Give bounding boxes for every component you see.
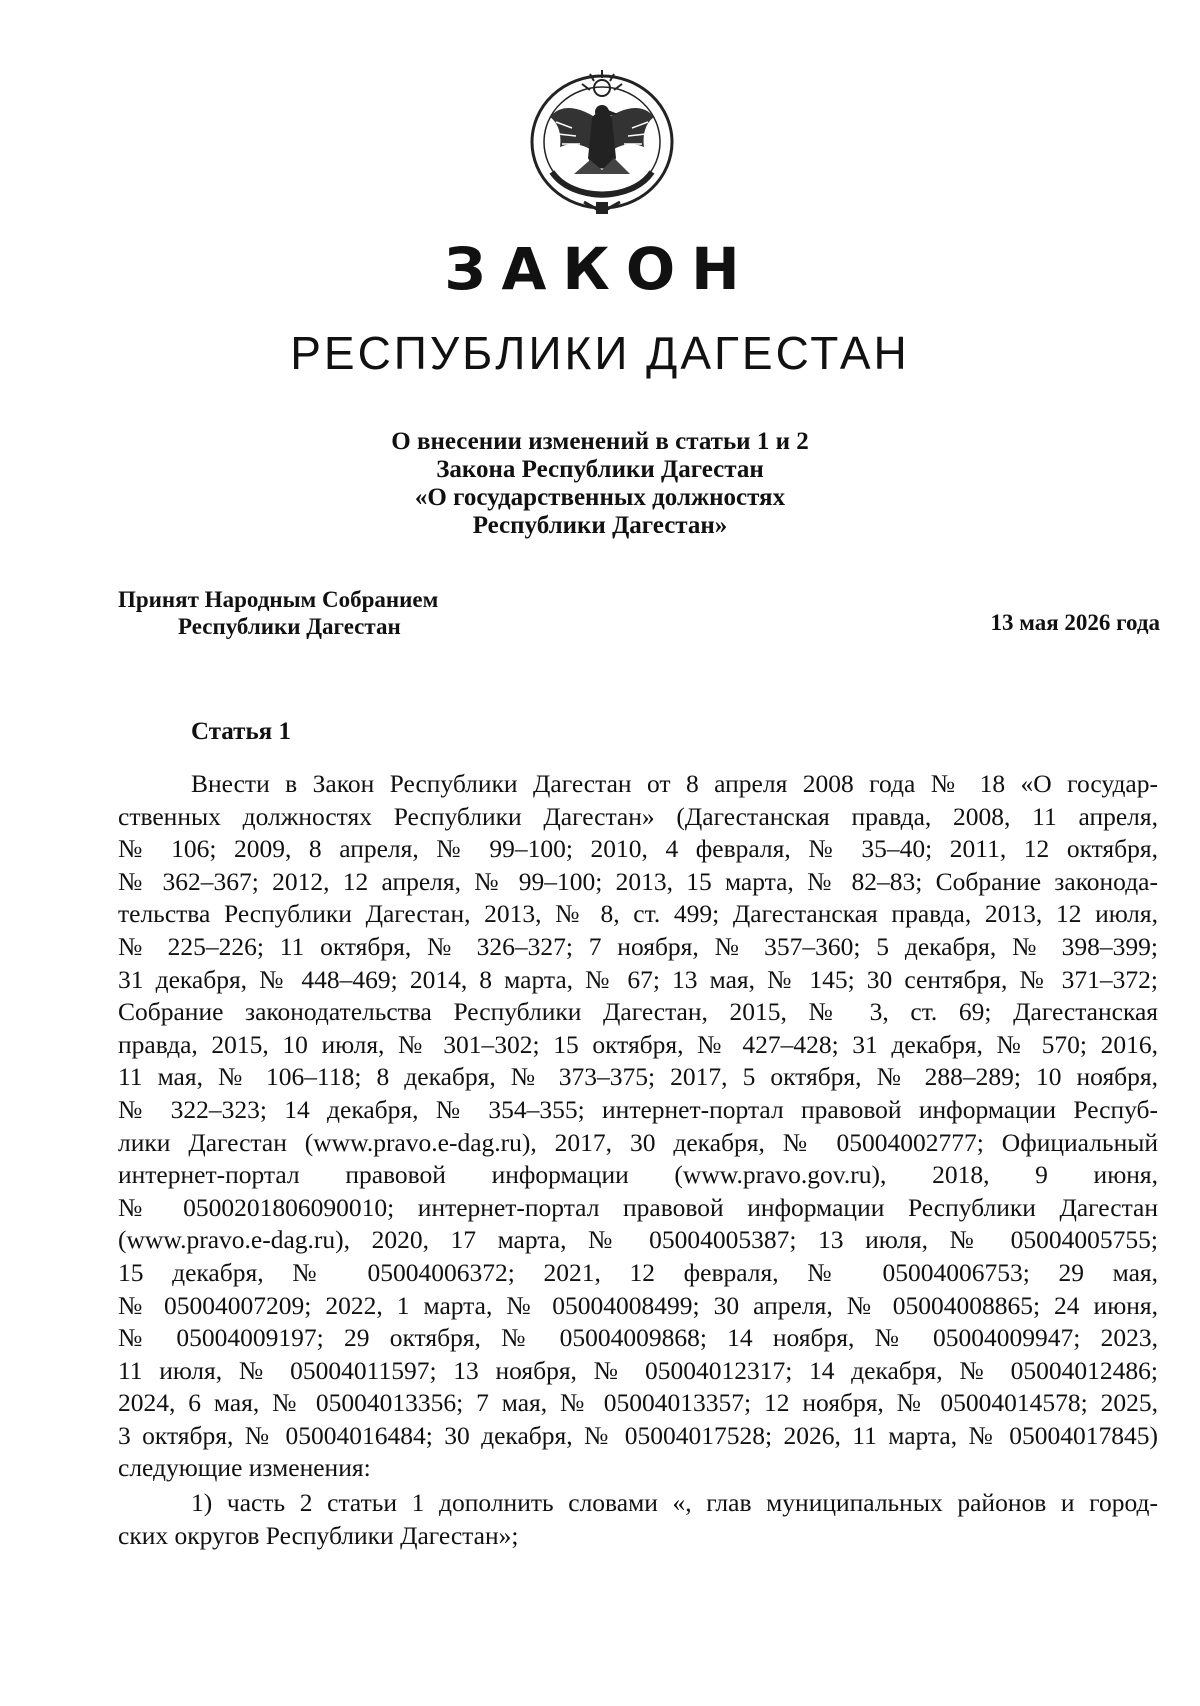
law-heading <box>0 428 1200 540</box>
emblem-icon <box>512 62 692 222</box>
article-title: Статья 1 <box>191 718 291 745</box>
adopted-by-block <box>118 586 438 640</box>
body-line: 11 июля, № 05004011597; 13 ноября, № 05004012317; 14 декабря, № 05004012486; <box>118 1355 1158 1385</box>
coat-of-arms-emblem <box>512 62 692 222</box>
body-line: следующие изменения: <box>118 1453 371 1483</box>
body-line: № 0500201806090010; интернет-портал правовой информации Республики Дагестан <box>118 1192 1158 1222</box>
item-line: 1) часть 2 статьи 1 дополнить словами «, глав муниципальных районов и город- <box>191 1488 1158 1518</box>
adopted-line-2: Республики Дагестан <box>178 614 401 639</box>
law-title: ЗАКОН <box>444 235 756 303</box>
body-line: 11 мая, № 106–118; 8 декабря, № 373–375; 2017, 5 октября, № 288–289; 10 ноября, <box>118 1062 1158 1092</box>
body-line: правда, 2015, 10 июля, № 301–302; 15 октября, № 427–428; 31 декабря, № 570; 2016, <box>118 1029 1158 1059</box>
body-line: Собрание законодательства Республики Дагестан, 2015, № 3, ст. 69; Дагестанская <box>118 997 1158 1027</box>
body-line: лики Дагестан (www.pravo.e-dag.ru), 2017, 30 декабря, № 05004002777; Официальный <box>118 1127 1158 1157</box>
body-line: тельства Республики Дагестан, 2013, № 8, ст. 499; Дагестанская правда, 2013, 12 июля, <box>118 899 1158 929</box>
adopted-line-1: Принят Народным Собранием <box>118 587 439 612</box>
heading-line: Закона Республики Дагестан <box>436 456 764 483</box>
heading-line: Республики Дагестан» <box>472 512 728 539</box>
body-line: № 05004007209; 2022, 1 марта, № 05004008499; 30 апреля, № 05004008865; 24 июня, <box>118 1290 1158 1320</box>
body-line: № 322–323; 14 декабря, № 354–355; интернет-портал правовой информации Респуб- <box>118 1094 1158 1124</box>
body-line: ственных должностях Республики Дагестан» (Дагестанская правда, 2008, 11 апреля, <box>118 801 1158 831</box>
article-body <box>118 768 1158 1552</box>
body-line: 15 декабря, № 05004006372; 2021, 12 февраля, № 05004006753; 29 мая, <box>118 1257 1158 1287</box>
body-line: № 362–367; 2012, 12 апреля, № 99–100; 2013, 15 марта, № 82–83; Собрание законода- <box>118 866 1158 896</box>
heading-line: О внесении изменений в статьи 1 и 2 <box>391 428 809 455</box>
law-subtitle: РЕСПУБЛИКИ ДАГЕСТАН <box>290 327 910 379</box>
body-line: (www.pravo.e-dag.ru), 2020, 17 марта, № 05004005387; 13 июля, № 05004005755; <box>118 1225 1158 1255</box>
heading-line: «О государственных должностях <box>414 484 786 511</box>
body-line: интернет-портал правовой информации (www.pravo.gov.ru), 2018, 9 июня, <box>118 1160 1158 1190</box>
body-line: № 05004009197; 29 октября, № 05004009868; 14 ноября, № 05004009947; 2023, <box>118 1323 1158 1353</box>
body-line: 2024, 6 мая, № 05004013356; 7 мая, № 05004013357; 12 ноября, № 05004014578; 2025, <box>118 1388 1158 1418</box>
body-line: № 106; 2009, 8 апреля, № 99–100; 2010, 4 февраля, № 35–40; 2011, 12 октября, <box>118 834 1158 864</box>
body-line: Внести в Закон Республики Дагестан от 8 апреля 2008 года № 18 «О государ- <box>191 769 1158 798</box>
adopted-date: 13 мая 2026 года <box>990 610 1160 635</box>
item-line: ских округов Республики Дагестан»; <box>118 1520 519 1550</box>
body-line: № 225–226; 11 октября, № 326–327; 7 ноября, № 357–360; 5 декабря, № 398–399; <box>118 931 1158 961</box>
body-line: 3 октября, № 05004016484; 30 декабря, № 05004017528; 2026, 11 марта, № 05004017845) <box>118 1420 1158 1450</box>
body-line: 31 декабря, № 448–469; 2014, 8 марта, № 67; 13 мая, № 145; 30 сентября, № 371–372; <box>118 964 1158 994</box>
